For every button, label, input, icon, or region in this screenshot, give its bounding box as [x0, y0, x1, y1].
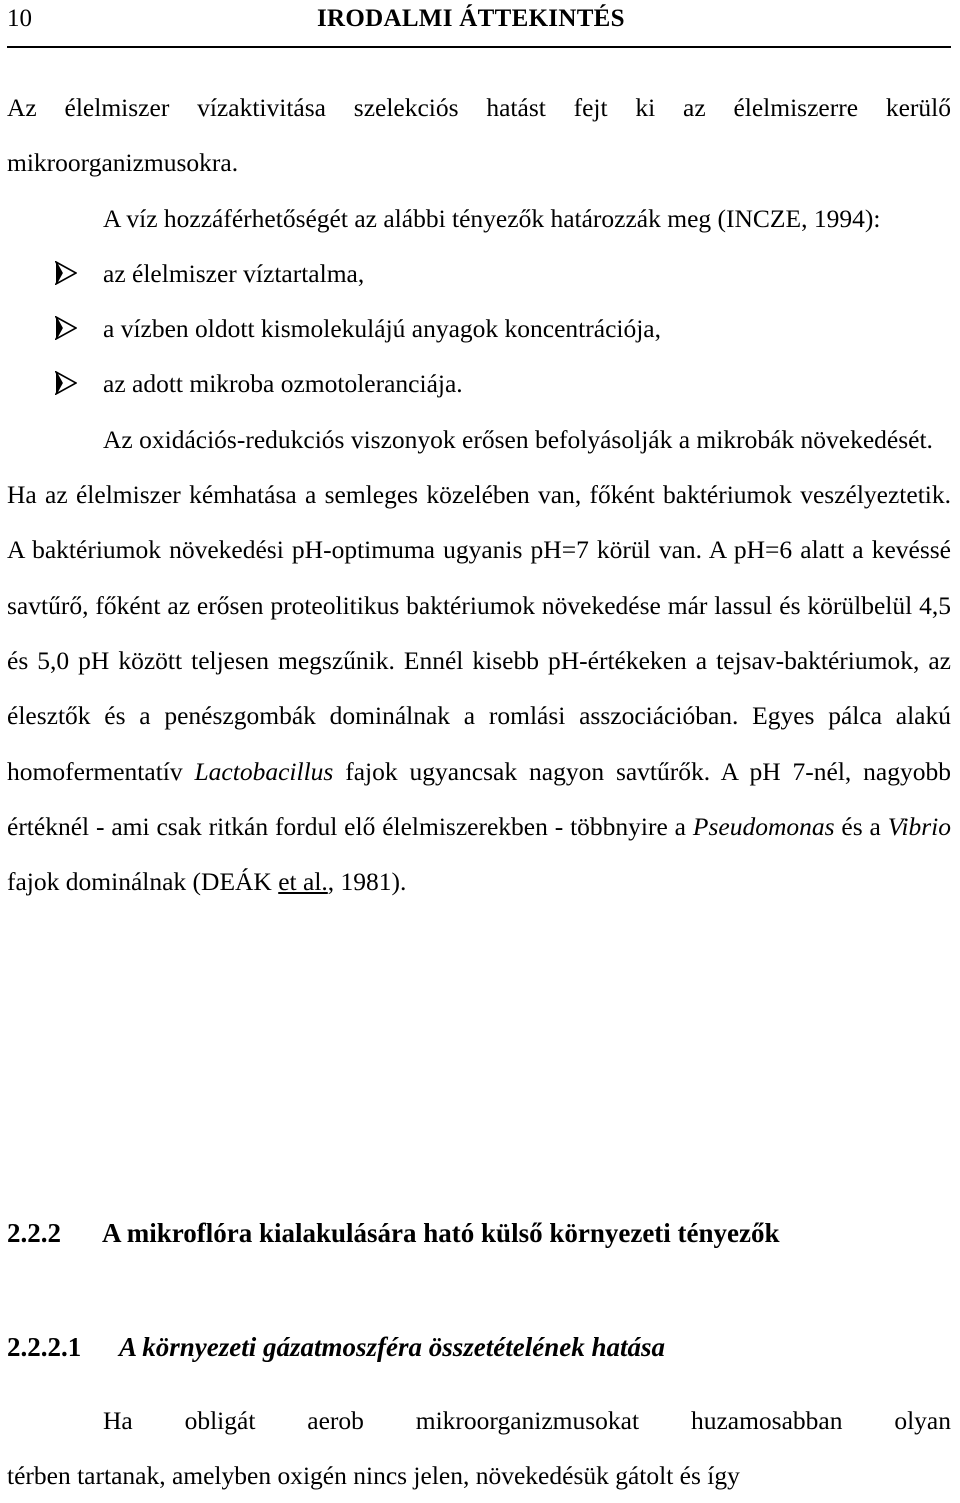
- arrowhead-bullet-icon: [55, 316, 77, 340]
- page-number: 10: [7, 5, 32, 32]
- genus-pseudomonas: Pseudomonas: [692, 811, 835, 841]
- section-title: A mikroflóra kialakulására ható külső környezeti tényezők: [102, 1218, 780, 1248]
- running-title: IRODALMI ÁTTEKINTÉS: [317, 5, 625, 32]
- factor-list: [7, 246, 951, 412]
- et-al: et al.: [278, 867, 328, 897]
- paragraph-redox: Az oxidációs-redukciós viszonyok erősen befolyásolják a mikrobák növekedését.: [103, 424, 933, 454]
- page-header: [7, 4, 951, 34]
- list-item: [7, 356, 951, 411]
- genus-lactobacillus: Lactobacillus: [194, 756, 334, 786]
- section-heading: [7, 1212, 951, 1254]
- arrowhead-bullet-icon: [55, 371, 77, 395]
- final-line-2: térben tartanak, amelyben oxigén nincs jelen, növekedésük gátolt és így: [7, 1461, 740, 1490]
- subsection-title: A környezeti gázatmoszféra összetételének hatása: [119, 1332, 665, 1362]
- text-run: , 1981).: [327, 867, 407, 897]
- paragraph-ph: [7, 467, 951, 909]
- text-run: fajok dominálnak (DEÁK: [7, 867, 279, 897]
- list-item-text: az élelmiszer víztartalma,: [103, 258, 365, 288]
- list-item-text: az adott mikroba ozmotoleranciája.: [103, 369, 463, 399]
- header-rule: [7, 46, 951, 48]
- arrowhead-bullet-icon: [55, 261, 77, 285]
- genus-vibrio: Vibrio: [887, 811, 951, 841]
- text-run: fajok ugyancsak nagyon savtűrők. A pH 7-nél, nagyobb értéknél - ami csak ritkán fordul elő élelmiszerekben - többnyire a: [7, 756, 951, 841]
- body-text: [7, 80, 951, 909]
- paragraph-water-activity: Az élelmiszer vízaktivitása szelekciós hatást fejt ki az élelmiszerre kerülő mikroorganizmusokra.: [7, 93, 951, 178]
- subsection-number: 2.2.2.1: [7, 1332, 82, 1362]
- list-item-text: a vízben oldott kismolekulájú anyagok koncentrációja,: [103, 314, 661, 344]
- section-number: 2.2.2: [7, 1218, 61, 1248]
- text-run: Ha az élelmiszer kémhatása a semleges közelében van, főként baktériumok veszélyeztetik. A baktériumok növekedési pH-optimuma ugyanis pH=7 körül van. A pH=6 alatt a kevéssé savtűrő, főként az erősen proteolitikus baktériumok növekedése már lassul és körülbelül 4,5 és 5,0 pH között teljesen megszűnik. Ennél kisebb pH-értékeken a tejsav-baktériumok, az élesztők és a penészgombák dominálnak a romlási asszociációban. Egyes pálca alakú homofermentatív: [7, 480, 951, 786]
- paragraph-water-availability: A víz hozzáférhetőségét az alábbi tényezők határozzák meg (INCZE, 1994):: [103, 203, 881, 233]
- list-item: [7, 246, 951, 301]
- text-run: és a: [834, 811, 888, 841]
- final-paragraph: [7, 1393, 951, 1503]
- list-item: [7, 301, 951, 356]
- final-line-1: Ha obligát aerob mikroorganizmusokat huzamosabban olyan: [103, 1406, 951, 1435]
- subsection-heading: [7, 1327, 951, 1367]
